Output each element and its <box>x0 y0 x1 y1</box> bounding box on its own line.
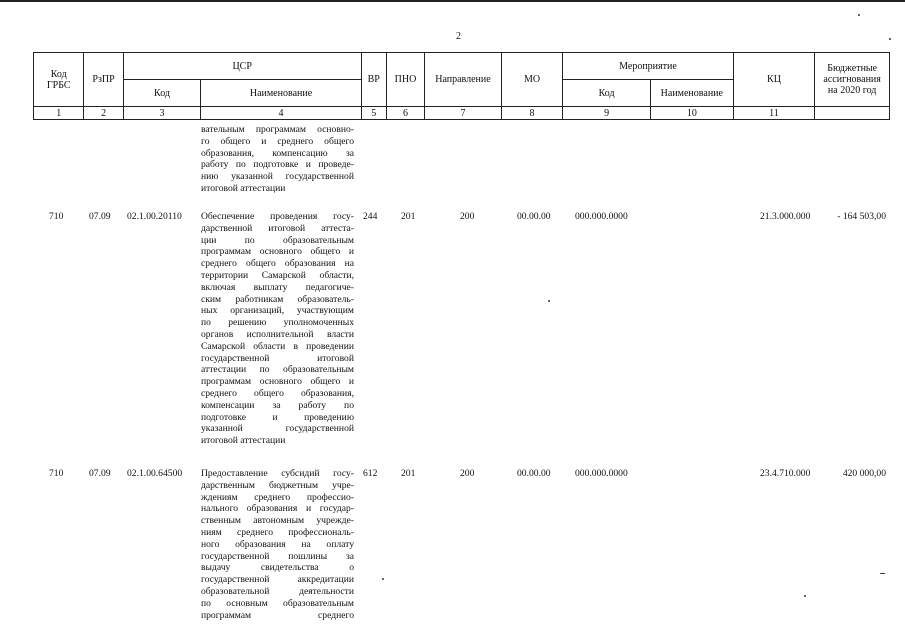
desc-line: ским работникам образователь- <box>201 293 354 305</box>
cell-kc: 23.4.710.000 <box>760 468 811 479</box>
desc-line: по решению уполномоченных <box>201 317 354 329</box>
desc-line: дарственной итоговой аттеста- <box>201 222 354 234</box>
col-number: 5 <box>361 107 386 120</box>
scan-speck <box>880 573 885 574</box>
cell-event-code: 000.000.0000 <box>575 211 628 222</box>
header-csr: ЦСР <box>123 53 361 80</box>
desc-line: ции по образовательным <box>201 234 354 246</box>
desc-line: подготовке и проведению <box>201 411 354 423</box>
desc-line: нального образования и государ- <box>201 503 354 515</box>
desc-line: ниям среднего профессиональ- <box>201 526 354 538</box>
header-table <box>33 52 890 120</box>
col-number: 4 <box>201 107 361 120</box>
col-number <box>815 107 890 120</box>
cell-event-code: 000.000.0000 <box>575 468 628 479</box>
cell-mo: 00.00.00 <box>517 211 551 222</box>
header-direction: Направление <box>425 53 502 107</box>
desc-line: ждениям среднего профессио- <box>201 491 354 503</box>
cell-csr-code: 02.1.00.64500 <box>127 468 183 479</box>
header-csr-name: Наименование <box>201 80 361 107</box>
header-budget: Бюджетные ассигнования на 2020 год <box>815 53 890 107</box>
col-number: 1 <box>34 107 84 120</box>
desc-line: го общего и среднего общего <box>201 135 354 147</box>
cell-description <box>201 211 354 447</box>
desc-line: аттестации по образовательным <box>201 364 354 376</box>
continuation-description <box>201 124 354 195</box>
col-number: 6 <box>386 107 424 120</box>
cell-pno: 201 <box>401 211 416 222</box>
scan-speck <box>858 14 860 16</box>
cell-rzpr: 07.09 <box>89 468 111 479</box>
cell-amount: 420 000,00 <box>842 468 886 479</box>
scan-speck <box>804 595 806 597</box>
desc-line: итоговой аттестации <box>201 182 286 194</box>
col-number: 3 <box>123 107 201 120</box>
col-number: 10 <box>650 107 733 120</box>
cell-grbs: 710 <box>49 468 64 479</box>
col-number: 7 <box>425 107 502 120</box>
cell-mo: 00.00.00 <box>517 468 551 479</box>
col-number: 11 <box>733 107 815 120</box>
desc-line: дарственным бюджетным учре- <box>201 479 354 491</box>
cell-direction: 200 <box>460 211 475 222</box>
header-pno: ПНО <box>386 53 424 107</box>
cell-description <box>201 468 354 621</box>
desc-line: нию указанной государственной <box>201 171 354 183</box>
cell-vr: 244 <box>363 211 378 222</box>
desc-line: Обеспечение проведения госу- <box>201 211 354 222</box>
cell-direction: 200 <box>460 468 475 479</box>
col-number: 2 <box>84 107 123 120</box>
desc-line: включая выплату педагогиче- <box>201 281 354 293</box>
desc-line: территории Самарской области, <box>201 269 354 281</box>
desc-line: образовательной деятельности <box>201 585 354 597</box>
header-rzpr: РзПР <box>84 53 123 107</box>
cell-vr: 612 <box>363 468 378 479</box>
desc-line: программам среднего <box>201 609 354 621</box>
header-event: Мероприятие <box>563 53 733 80</box>
cell-grbs: 710 <box>49 211 64 222</box>
desc-line: Предоставление субсидий госу- <box>201 468 354 479</box>
desc-line: программам основного общего и <box>201 246 354 258</box>
cell-csr-code: 02.1.00.20110 <box>127 211 182 222</box>
scan-speck <box>548 300 550 302</box>
desc-line: государственной аккредитации <box>201 574 354 586</box>
header-kod-grbs: Код ГРБС <box>34 53 84 107</box>
header-event-name: Наименование <box>650 80 733 107</box>
header-mo: МО <box>501 53 563 107</box>
scan-speck <box>382 578 384 580</box>
desc-line: ных организаций, участвующим <box>201 305 354 317</box>
top-border-line <box>0 0 905 2</box>
cell-rzpr: 07.09 <box>89 211 111 222</box>
desc-line: итоговой аттестации <box>201 435 286 447</box>
desc-line: ного образования на оплату <box>201 538 354 550</box>
page-number: 2 <box>456 31 461 42</box>
desc-line: среднего общего образования, <box>201 387 354 399</box>
desc-line: ственным автономным учрежде- <box>201 515 354 527</box>
desc-line: работу по подготовке и проведе- <box>201 159 354 171</box>
desc-line: по основным образовательным <box>201 597 354 609</box>
desc-line: Самарской области в проведении <box>201 340 354 352</box>
scan-speck <box>889 38 891 40</box>
desc-line: компенсации за работу по <box>201 399 354 411</box>
cell-kc: 21.3.000.000 <box>760 211 811 222</box>
desc-line: указанной государственной <box>201 423 354 435</box>
desc-line: среднего общего образования на <box>201 258 354 270</box>
header-csr-kod: Код <box>123 80 201 107</box>
col-number: 8 <box>501 107 563 120</box>
cell-pno: 201 <box>401 468 416 479</box>
header-vr: ВР <box>361 53 386 107</box>
desc-line: вательным программам основно- <box>201 124 354 135</box>
desc-line: государственной пошлины за <box>201 550 354 562</box>
cell-amount: - 164 503,00 <box>837 211 886 222</box>
header-event-kod: Код <box>563 80 651 107</box>
desc-line: органов исполнительной власти <box>201 328 354 340</box>
col-number: 9 <box>563 107 651 120</box>
desc-line: выдачу свидетельства о <box>201 562 354 574</box>
desc-line: образования, компенсацию за <box>201 147 354 159</box>
desc-line: программам основного общего и <box>201 376 354 388</box>
desc-line: государственной итоговой <box>201 352 354 364</box>
header-kc: КЦ <box>733 53 815 107</box>
